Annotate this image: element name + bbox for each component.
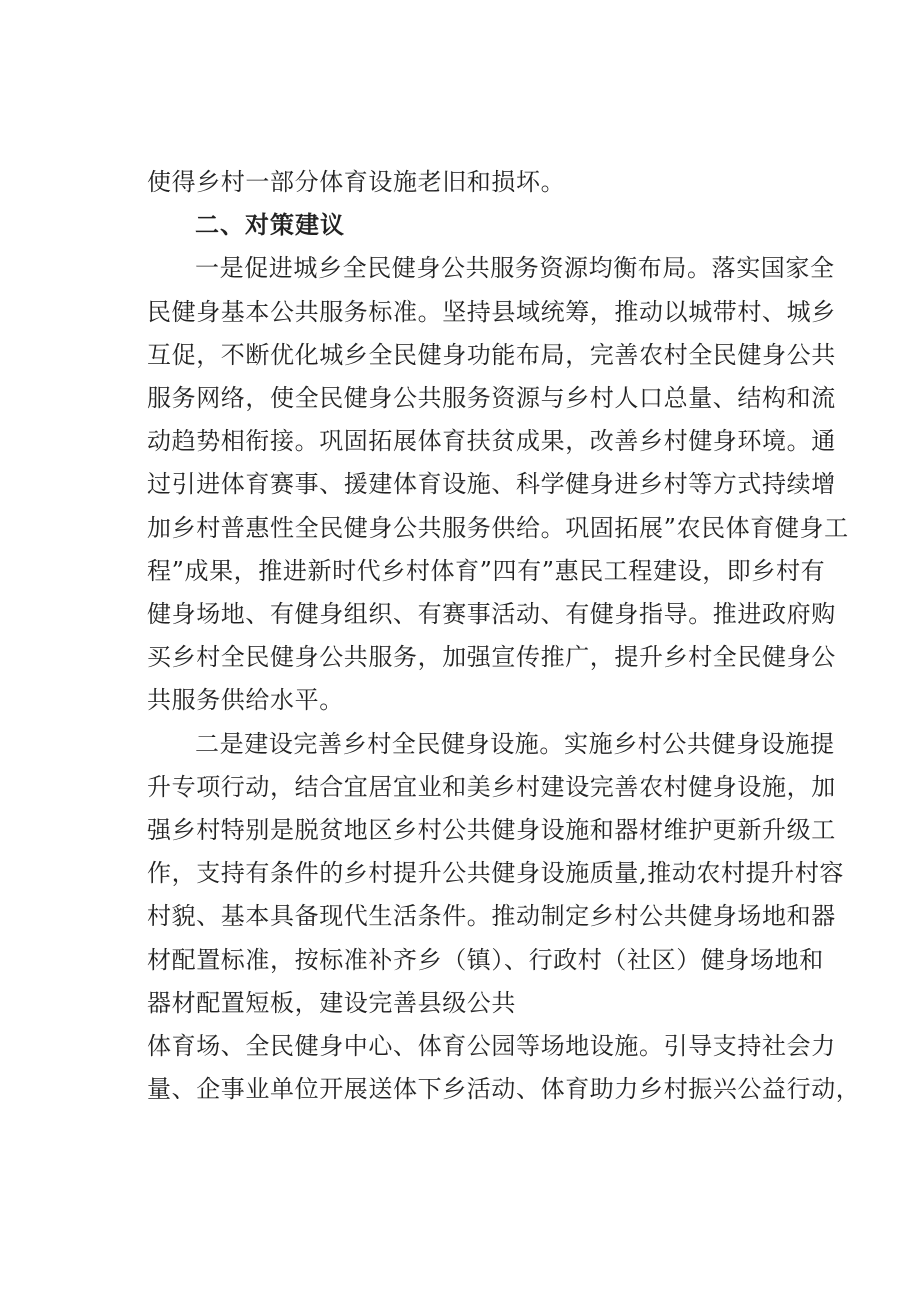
paragraph-2-line-9: 量、企事业单位开展送体下乡活动、体育助力乡村振兴公益行动，: [147, 1075, 861, 1103]
paragraph-1-line-1: 一是促进城乡全民健身公共服务资源均衡布局。落实国家全: [195, 254, 835, 282]
paragraph-2-line-3: 强乡村特别是脱贫地区乡村公共健身设施和器材维护更新升级工: [147, 816, 836, 844]
paragraph-2-line-5: 村貌、基本具备现代生活条件。推动制定乡村公共健身场地和器: [147, 902, 836, 930]
paragraph-2-line-2: 升专项行动，结合宜居宜业和美乡村建设完善农村健身设施，加: [147, 773, 836, 801]
paragraph-1-line-11: 共服务供给水平。: [147, 686, 344, 714]
paragraph-2-line-1: 二是建设完善乡村全民健身设施。实施乡村公共健身设施提: [195, 730, 835, 758]
text-line-continuation: 使得乡村一部分体育设施老旧和损坏。: [147, 168, 566, 196]
section-heading: 二、对策建议: [195, 211, 345, 239]
paragraph-1-line-6: 过引进体育赛事、援建体育设施、科学健身进乡村等方式持续增: [147, 470, 836, 498]
paragraph-1-line-3: 互促，不断优化城乡全民健身功能布局，完善农村全民健身公共: [147, 341, 836, 369]
paragraph-1-line-9: 健身场地、有健身组织、有赛事活动、有健身指导。推进政府购: [147, 600, 836, 628]
paragraph-2-line-4: 作，支持有条件的乡村提升公共健身设施质量,推动农村提升村容: [147, 859, 845, 887]
paragraph-1-line-2: 民健身基本公共服务标准。坚持县域统筹，推动以城带村、城乡: [147, 298, 836, 326]
paragraph-1-line-10: 买乡村全民健身公共服务，加强宣传推广，提升乡村全民健身公: [147, 643, 836, 671]
paragraph-1-line-7: 加乡村普惠性全民健身公共服务供给。巩固拓展”农民体育健身工: [147, 514, 849, 542]
paragraph-1-line-8: 程”成果，推进新时代乡村体育”四有”惠民工程建设，即乡村有: [147, 557, 826, 585]
paragraph-2-line-6: 材配置标准，按标准补齐乡（镇）、行政村（社区）健身场地和: [147, 946, 824, 974]
paragraph-1-line-4: 服务网络，使全民健身公共服务资源与乡村人口总量、结构和流: [147, 384, 836, 412]
paragraph-2-line-8: 体育场、全民健身中心、体育公园等场地设施。引导支持社会力: [147, 1032, 836, 1060]
paragraph-2-line-7: 器材配置短板，建设完善县级公共: [147, 989, 516, 1017]
paragraph-1-line-5: 动趋势相衔接。巩固拓展体育扶贫成果，改善乡村健身环境。通: [147, 427, 836, 455]
